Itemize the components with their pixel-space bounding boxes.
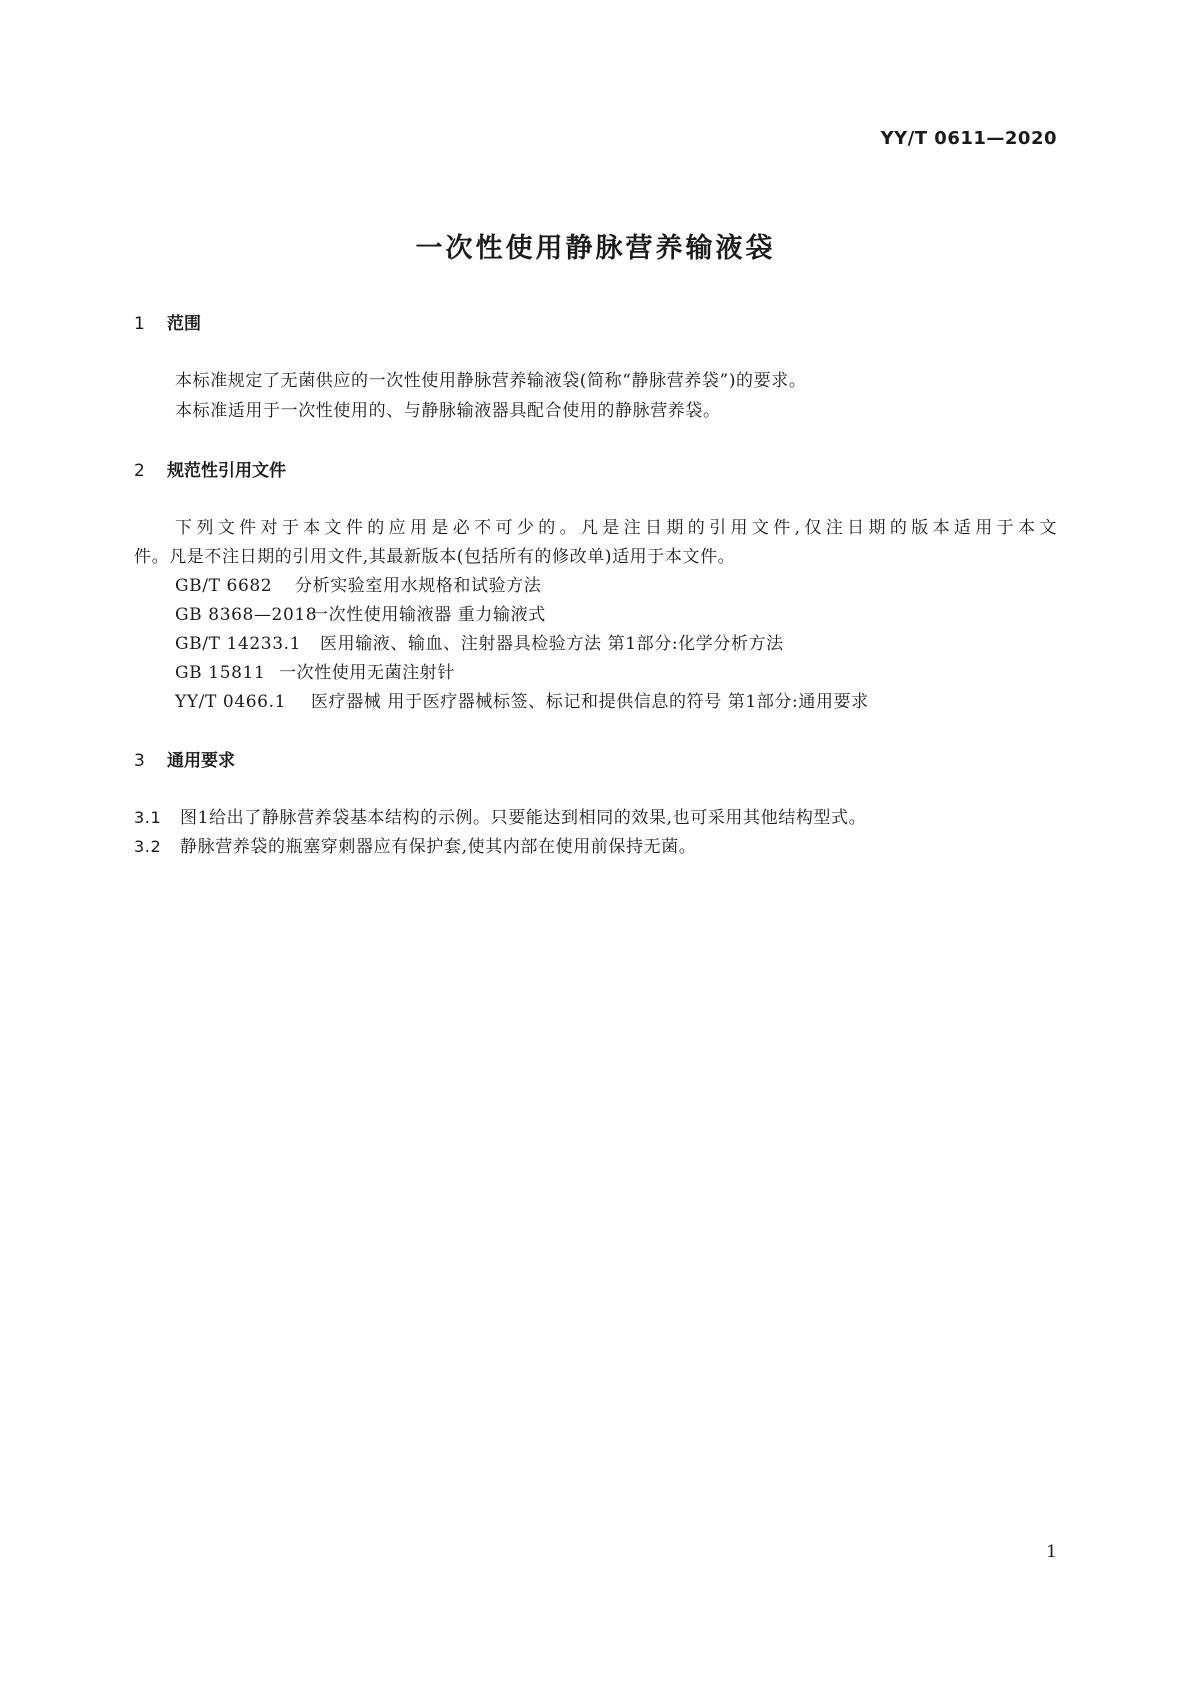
section-title: 通用要求: [167, 751, 235, 771]
paragraph-line: 下列文件对于本文件的应用是必不可少的。凡是注日期的引用文件,仅注日期的版本适用于本文: [175, 518, 1057, 538]
section-number: 1: [134, 314, 145, 334]
paragraph: 本标准规定了无菌供应的一次性使用静脉营养输液袋(简称“静脉营养袋”)的要求。: [175, 371, 807, 391]
reference-item: [175, 687, 869, 712]
reference-title: 一次性使用无菌注射针: [279, 663, 455, 683]
reference-title: 分析实验室用水规格和试验方法: [295, 576, 542, 596]
reference-item: [175, 600, 546, 625]
reference-code: YY/T 0466.1: [175, 692, 286, 712]
reference-code: GB/T 6682: [175, 576, 273, 596]
section-title: 范围: [167, 314, 201, 334]
reference-item: [175, 571, 541, 596]
page-number: 1: [1046, 1542, 1057, 1562]
clause-text: 图1给出了静脉营养袋基本结构的示例。只要能达到相同的效果,也可采用其他结构型式。: [180, 808, 867, 828]
reference-code: GB 8368—2018: [175, 605, 318, 625]
section-heading-normative-references: [134, 456, 286, 481]
clause-number: 3.2: [134, 837, 162, 856]
reference-title: 医用输液、输血、注射器具检验方法 第1部分:化学分析方法: [320, 634, 784, 654]
reference-code: GB 15811: [175, 663, 266, 683]
paragraph: 本标准适用于一次性使用的、与静脉输液器具配合使用的静脉营养袋。: [175, 401, 721, 421]
section-number: 3: [134, 751, 145, 771]
document-title: 一次性使用静脉营养输液袋: [415, 233, 776, 264]
reference-item: [175, 629, 784, 654]
clause: [134, 832, 696, 857]
section-title: 规范性引用文件: [167, 461, 286, 481]
paragraph-line: 件。凡是不注日期的引用文件,其最新版本(包括所有的修改单)适用于本文件。: [134, 547, 736, 567]
section-heading-general-requirements: [134, 746, 235, 771]
reference-title: 一次性使用输液器 重力输液式: [311, 605, 546, 625]
clause-number: 3.1: [134, 808, 162, 827]
section-heading-scope: [134, 309, 201, 334]
reference-title: 医疗器械 用于医疗器械标签、标记和提供信息的符号 第1部分:通用要求: [311, 692, 869, 712]
reference-code: GB/T 14233.1: [175, 634, 302, 654]
standard-code: YY/T 0611—2020: [880, 128, 1057, 149]
section-number: 2: [134, 461, 145, 481]
reference-item: [175, 658, 455, 683]
clause-text: 静脉营养袋的瓶塞穿刺器应有保护套,使其内部在使用前保持无菌。: [180, 837, 697, 857]
clause: [134, 803, 866, 828]
